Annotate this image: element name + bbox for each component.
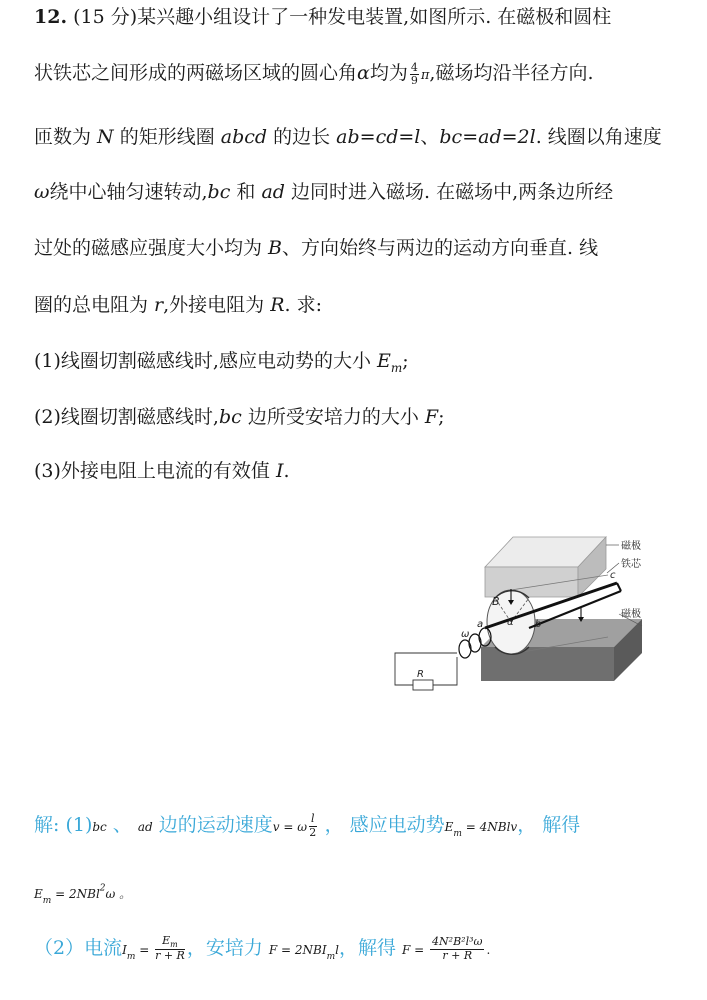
subscript: m (390, 360, 403, 375)
var-E: E (444, 820, 454, 835)
solution-text: 、 (106, 814, 138, 837)
problem-text: 和 (230, 181, 262, 203)
problem-text: 的边长 (267, 126, 337, 148)
subscript: m (42, 895, 52, 906)
label-a: a (477, 619, 484, 630)
slip-ring (459, 640, 471, 658)
subscript: m (326, 951, 336, 962)
label-c: c (610, 570, 616, 581)
problem-line-4 (34, 183, 613, 202)
force-fraction (430, 936, 484, 962)
velocity-equation: v = ω (272, 820, 307, 835)
var-bc: bc (207, 181, 231, 203)
var-N: N (97, 126, 114, 148)
force-result: F = (402, 943, 429, 958)
var-R: R (270, 294, 285, 316)
angle-fraction (410, 62, 419, 86)
solution-text: 边的运动速度 (152, 814, 273, 837)
generator-figure (385, 525, 665, 705)
problem-text: 的矩形线圈 (113, 126, 221, 148)
emf-equation: = 4NBlv (461, 820, 518, 835)
label-core: 铁芯 (621, 559, 641, 570)
label-R: R (417, 669, 424, 680)
problem-line-2 (34, 62, 594, 86)
problem-text: (3)外接电阻上电流的有效值 (34, 460, 276, 482)
label-pole-top: 磁极 (621, 541, 641, 552)
force-equation: l (335, 943, 339, 958)
solution-part-2 (34, 935, 490, 963)
problem-text: 、 (420, 126, 440, 148)
label-pole-bottom: 磁极 (621, 609, 641, 620)
question-3 (34, 462, 290, 481)
circuit-wire (433, 657, 457, 685)
problem-text: . 线圈以角速度 (535, 126, 662, 148)
problem-text: (2)线圈切割磁感线时, (34, 406, 219, 428)
label-omega: ω (461, 629, 470, 640)
var-ad: ad (261, 181, 285, 203)
var-ad: ad (137, 820, 153, 835)
label-alpha: α (507, 617, 514, 628)
var-E: E (377, 350, 391, 372)
problem-text: 均为 (369, 62, 408, 85)
var-I: I (122, 943, 127, 958)
eq-bc: bc=ad=2l (439, 126, 536, 148)
problem-line-5 (34, 239, 598, 258)
problem-text: . (283, 460, 290, 482)
problem-text: ,外接电阻为 (163, 294, 271, 316)
resistor-R (413, 680, 433, 690)
subscript: m (126, 951, 136, 962)
fraction-denominator: 2 (309, 825, 317, 839)
problem-text: 边所受安培力的大小 (241, 406, 425, 428)
problem-text: 、方向始终与两边的运动方向垂直. 线 (282, 237, 599, 259)
solution-result-1 (34, 883, 131, 906)
question-2 (34, 408, 444, 427)
problem-text: . 求: (284, 294, 323, 316)
var-bc: bc (218, 406, 242, 428)
force-equation: F = 2NBI (268, 943, 327, 958)
var-B: B (268, 237, 283, 259)
fraction-numerator (155, 935, 185, 950)
solution-text: 解: (1) (34, 814, 93, 837)
solution-text: ，安培力 (186, 937, 269, 960)
fraction-denominator: r + R (442, 948, 473, 962)
problem-number: 12. (34, 6, 68, 28)
var-E: E (34, 887, 43, 901)
coil-wire-cd (617, 583, 621, 591)
var-r: r (154, 294, 164, 316)
problem-text: 绕中心轴匀速转动, (49, 181, 208, 203)
eq-ab: ab=cd=l (336, 126, 421, 148)
current-fraction (155, 935, 185, 963)
solution-text: ，解得 (338, 937, 403, 960)
problem-text: ,磁场均沿半径方向. (429, 62, 594, 85)
fraction-numerator: l (311, 812, 315, 825)
subscript: m (453, 828, 462, 839)
var-abcd: abcd (220, 126, 268, 148)
problem-text: 状铁芯之间形成的两磁场区域的圆心角 (34, 62, 358, 85)
solution-text: （2）电流 (34, 937, 123, 960)
solution-text: ， 解得 (517, 814, 581, 837)
problem-text: (1)线圈切割磁感线时,感应电动势的大小 (34, 350, 377, 372)
fraction-numerator: 4 (410, 61, 418, 74)
solution-part-1 (34, 813, 580, 839)
var-bc: bc (92, 820, 107, 835)
pi-symbol: π (420, 68, 430, 84)
problem-text: 某兴趣小组设计了一种发电装置,如图所示. 在磁极和圆柱 (137, 6, 612, 28)
problem-text: 匝数为 (34, 126, 98, 148)
var-F: F (424, 406, 439, 428)
problem-text: 边同时进入磁场. 在磁场中,两条边所经 (284, 181, 614, 203)
subscript: m (170, 940, 178, 950)
label-b: b (535, 619, 542, 630)
result-equation: ω 。 (105, 887, 132, 901)
period: . (486, 943, 491, 958)
var-I: I (275, 460, 284, 482)
problem-line-3 (34, 128, 662, 147)
problem-text: ; (438, 406, 445, 428)
fraction-numerator: 4N²B²l³ω (432, 934, 483, 948)
fraction-denominator: 9 (410, 73, 418, 87)
problem-text: ; (402, 350, 409, 372)
label-B: B (492, 595, 500, 608)
omega-symbol: ω (34, 181, 50, 203)
problem-text: 圈的总电阻为 (34, 294, 155, 316)
alpha-symbol: α (357, 62, 370, 85)
solution-text: ， 感应电动势 (318, 814, 445, 837)
var-E: E (162, 934, 171, 947)
equals: = (135, 943, 154, 958)
superscript: 2 (99, 883, 106, 894)
question-1 (34, 352, 409, 374)
problem-line-1 (34, 8, 611, 27)
result-equation: = 2NBl (51, 887, 100, 901)
l-over-2 (309, 813, 317, 839)
problem-score: (15 分) (73, 6, 138, 28)
fraction-denominator: r + R (155, 949, 185, 963)
problem-line-6 (34, 296, 322, 315)
problem-text: 过处的磁感应强度大小均为 (34, 237, 269, 259)
